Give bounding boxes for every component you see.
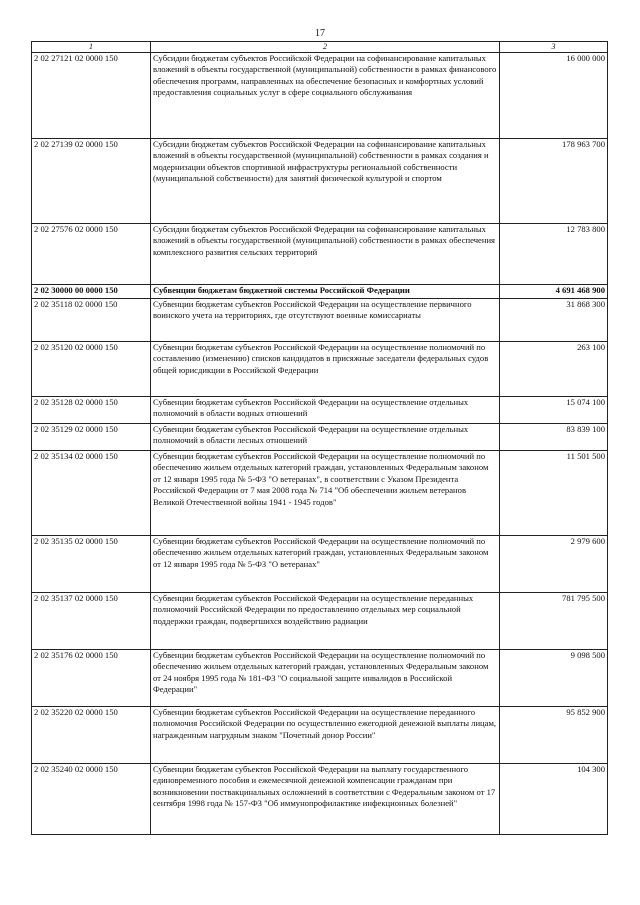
page-number: 17: [315, 28, 325, 39]
row-amount: 95 852 900: [500, 707, 608, 764]
row-amount: 9 098 500: [500, 650, 608, 707]
row-description: Субвенции бюджетам субъектов Российской Федерации на осуществление полномочий по составлению (изменению) списков кандидатов в присяжные заседатели федеральных судов общей юрисдикции в Российской Федерации: [151, 342, 500, 397]
row-description: Субвенции бюджетам субъектов Российской Федерации на осуществление переданных полномочий Российской Федерации по предоставлению отдельных мер социальной поддержки граждан, подвергшихся воздействию радиации: [151, 593, 500, 650]
row-description: Субвенции бюджетам субъектов Российской Федерации на осуществление первичного воинского учета на территориях, где отсутствуют военные комиссариаты: [151, 299, 500, 342]
row-description: Субсидии бюджетам субъектов Российской Федерации на софинансирование капитальных вложений в объекты государственной (муниципальной) собственности в рамках создания и модернизации объектов спортивной инфраструктуры региональной собственности (муниципальной собственности) для занятий физической культурой и спортом: [151, 139, 500, 224]
row-code: 2 02 35120 02 0000 150: [32, 342, 151, 397]
row-description: Субвенции бюджетам субъектов Российской Федерации на осуществление полномочий по обеспечению жильем отдельных категорий граждан, установленных Федеральным законом от 12 января 1995 года № 5-ФЗ "О ветеранах": [151, 536, 500, 593]
row-description: Субвенции бюджетам субъектов Российской Федерации на осуществление отдельных полномочий в области водных отношений: [151, 397, 500, 424]
row-code: 2 02 35118 02 0000 150: [32, 299, 151, 342]
table-row: [32, 299, 608, 342]
row-amount: 11 501 500: [500, 451, 608, 536]
row-amount: 16 000 000: [500, 53, 608, 139]
budget-table: [31, 41, 608, 835]
row-code: 2 02 30000 00 0000 150: [32, 285, 151, 299]
row-code: 2 02 35176 02 0000 150: [32, 650, 151, 707]
row-amount: 263 100: [500, 342, 608, 397]
table-row: [32, 424, 608, 451]
table-row: [32, 342, 608, 397]
row-code: 2 02 35128 02 0000 150: [32, 397, 151, 424]
column-number-2: 2: [151, 42, 500, 53]
table-row: [32, 764, 608, 835]
table-row: [32, 53, 608, 139]
row-code: 2 02 35240 02 0000 150: [32, 764, 151, 835]
table-row: [32, 707, 608, 764]
row-code: 2 02 35135 02 0000 150: [32, 536, 151, 593]
row-description: Субвенции бюджетам субъектов Российской Федерации на осуществление переданного полномочия Российской Федерации по осуществлению ежегодной денежной выплаты лицам, награжденным нагрудным знаком "Почетный донор России": [151, 707, 500, 764]
row-description: Субвенции бюджетам субъектов Российской Федерации на осуществление полномочий по обеспечению жильем отдельных категорий граждан, установленных Федеральным законом от 12 января 1995 года № 5-ФЗ "О ветеранах", в соответствии с Указом Президента Российской Федерации от 7 мая 2008 года № 714 "Об обеспечении жильем ветеранов Великой Отечественной войны 1941 - 1945 годов": [151, 451, 500, 536]
row-code: 2 02 35220 02 0000 150: [32, 707, 151, 764]
row-amount: 31 868 300: [500, 299, 608, 342]
column-number-1: 1: [32, 42, 151, 53]
table-row: [32, 285, 608, 299]
row-description: Субвенции бюджетам субъектов Российской Федерации на осуществление отдельных полномочий в области лесных отношений: [151, 424, 500, 451]
row-description: Субсидии бюджетам субъектов Российской Федерации на софинансирование капитальных вложений в объекты государственной (муниципальной) собственности в рамках обеспечения комплексного развития сельских территорий: [151, 224, 500, 285]
row-code: 2 02 27121 02 0000 150: [32, 53, 151, 139]
table-row: [32, 397, 608, 424]
column-number-3: 3: [500, 42, 608, 53]
row-code: 2 02 27139 02 0000 150: [32, 139, 151, 224]
table-row: [32, 224, 608, 285]
row-code: 2 02 27576 02 0000 150: [32, 224, 151, 285]
row-amount: 12 783 800: [500, 224, 608, 285]
row-description: Субвенции бюджетам субъектов Российской Федерации на осуществление полномочий по обеспечению жильем отдельных категорий граждан, установленных Федеральным законом от 24 ноября 1995 года № 181-ФЗ "О социальной защите инвалидов в Российской Федерации": [151, 650, 500, 707]
row-amount: 2 979 600: [500, 536, 608, 593]
column-number-row: [32, 42, 608, 53]
row-amount: 178 963 700: [500, 139, 608, 224]
row-code: 2 02 35137 02 0000 150: [32, 593, 151, 650]
row-amount: 4 691 468 900: [500, 285, 608, 299]
row-amount: 104 300: [500, 764, 608, 835]
table-row: [32, 139, 608, 224]
table-row: [32, 536, 608, 593]
row-description: Субвенции бюджетам бюджетной системы Российской Федерации: [151, 285, 500, 299]
row-description: Субсидии бюджетам субъектов Российской Федерации на софинансирование капитальных вложений в объекты государственной (муниципальной) собственности в рамках финансового обеспечения программ, направленных на обеспечение безопасных и комфортных условий предоставления социальных услуг в сфере социального обслуживания: [151, 53, 500, 139]
row-description: Субвенции бюджетам субъектов Российской Федерации на выплату государственного единовременного пособия и ежемесячной денежной компенсации гражданам при возникновении поствакцинальных осложнений в соответствии с Федеральным законом от 17 сентября 1998 года № 157-ФЗ "Об иммунопрофилактике инфекционных болезней": [151, 764, 500, 835]
row-amount: 83 839 100: [500, 424, 608, 451]
row-code: 2 02 35129 02 0000 150: [32, 424, 151, 451]
table-row: [32, 650, 608, 707]
row-code: 2 02 35134 02 0000 150: [32, 451, 151, 536]
row-amount: 781 795 500: [500, 593, 608, 650]
table-row: [32, 593, 608, 650]
row-amount: 15 074 100: [500, 397, 608, 424]
table-row: [32, 451, 608, 536]
